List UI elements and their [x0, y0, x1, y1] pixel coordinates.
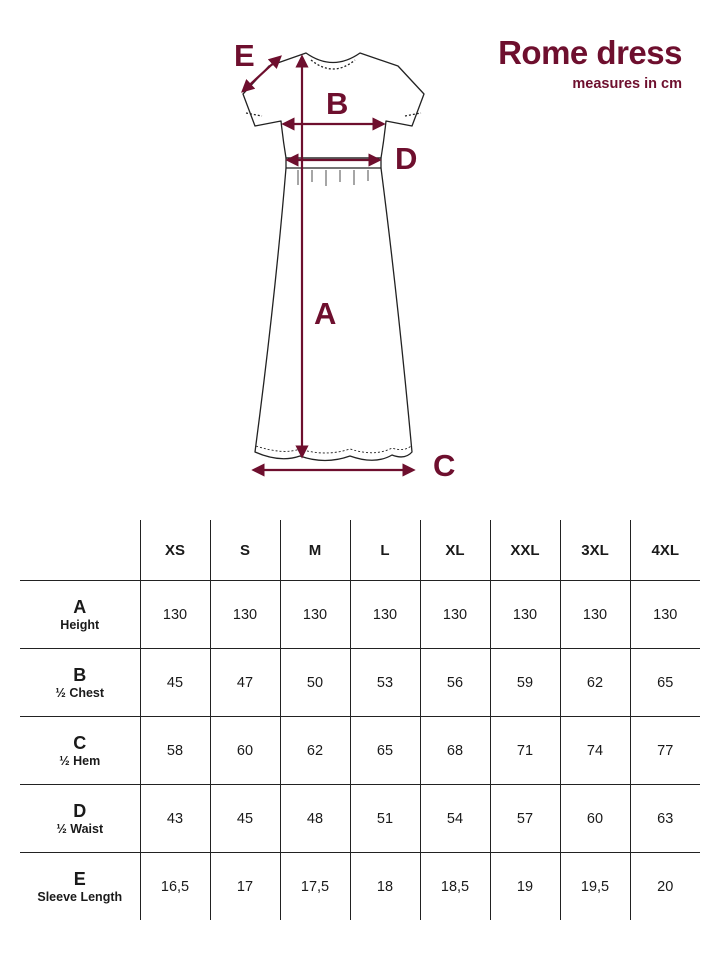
size-header-xl: XL	[420, 520, 490, 581]
table-cell: 19,5	[560, 853, 630, 921]
table-cell: 74	[560, 717, 630, 785]
table-cell: 130	[490, 581, 560, 649]
table-cell: 130	[140, 581, 210, 649]
table-row	[20, 649, 700, 717]
table-cell: 17	[210, 853, 280, 921]
row-header	[20, 649, 140, 717]
row-letter: D	[73, 800, 87, 821]
table-cell: 63	[630, 785, 700, 853]
row-label: ½ Waist	[56, 821, 104, 836]
table-cell: 48	[280, 785, 350, 853]
sleeve-hem-right	[405, 113, 421, 116]
table-row	[20, 853, 700, 921]
size-header-m: M	[280, 520, 350, 581]
row-label: ½ Chest	[55, 685, 105, 700]
table-cell: 60	[560, 785, 630, 853]
row-letter: E	[73, 868, 86, 889]
table-cell: 51	[350, 785, 420, 853]
table-cell: 17,5	[280, 853, 350, 921]
row-header	[20, 717, 140, 785]
table-cell: 43	[140, 785, 210, 853]
table-cell: 20	[630, 853, 700, 921]
size-header-xxl: XXL	[490, 520, 560, 581]
row-header	[20, 853, 140, 921]
page-title: Rome dress	[498, 34, 682, 71]
table-cell: 50	[280, 649, 350, 717]
gather-lines	[298, 170, 368, 186]
table-cell: 16,5	[140, 853, 210, 921]
table-cell: 62	[560, 649, 630, 717]
row-header	[20, 785, 140, 853]
label-d: D	[395, 141, 418, 176]
table-cell: 65	[630, 649, 700, 717]
table-cell: 130	[210, 581, 280, 649]
table-cell: 130	[350, 581, 420, 649]
table-cell: 47	[210, 649, 280, 717]
table-cell: 56	[420, 649, 490, 717]
label-e: E	[234, 38, 255, 73]
table-cell: 59	[490, 649, 560, 717]
row-label: ½ Hem	[59, 753, 101, 768]
table-cell: 58	[140, 717, 210, 785]
table-cell: 45	[140, 649, 210, 717]
table-cell: 130	[280, 581, 350, 649]
table-cell: 19	[490, 853, 560, 921]
label-b: B	[326, 86, 349, 121]
sleeve-hem-left	[246, 113, 262, 116]
table-header-row	[20, 520, 700, 581]
table-cell: 62	[280, 717, 350, 785]
row-label: Height	[60, 617, 100, 632]
size-header-s: S	[210, 520, 280, 581]
table-cell: 57	[490, 785, 560, 853]
table-cell: 45	[210, 785, 280, 853]
table-cell: 60	[210, 717, 280, 785]
label-a: A	[314, 296, 337, 331]
table-row	[20, 785, 700, 853]
table-cell: 54	[420, 785, 490, 853]
neckline-stitch	[311, 60, 355, 69]
size-header-xs: XS	[140, 520, 210, 581]
table-row	[20, 581, 700, 649]
row-letter: A	[73, 596, 87, 617]
table-cell: 18	[350, 853, 420, 921]
row-label: Sleeve Length	[37, 889, 123, 904]
table-cell: 130	[420, 581, 490, 649]
table-cell: 71	[490, 717, 560, 785]
table-cell: 53	[350, 649, 420, 717]
table-cell: 77	[630, 717, 700, 785]
size-header-4xl: 4XL	[630, 520, 700, 581]
table-corner-cell	[20, 520, 140, 581]
table-row	[20, 717, 700, 785]
table-cell: 18,5	[420, 853, 490, 921]
size-header-l: L	[350, 520, 420, 581]
row-header	[20, 581, 140, 649]
table-cell: 130	[630, 581, 700, 649]
size-table	[20, 520, 700, 920]
table-cell: 65	[350, 717, 420, 785]
size-header-3xl: 3XL	[560, 520, 630, 581]
table-cell: 68	[420, 717, 490, 785]
row-letter: B	[73, 664, 87, 685]
row-letter: C	[73, 732, 87, 753]
table-cell: 130	[560, 581, 630, 649]
label-c: C	[433, 448, 456, 483]
page-subtitle: measures in cm	[572, 76, 682, 92]
hem-stitch	[256, 446, 411, 453]
